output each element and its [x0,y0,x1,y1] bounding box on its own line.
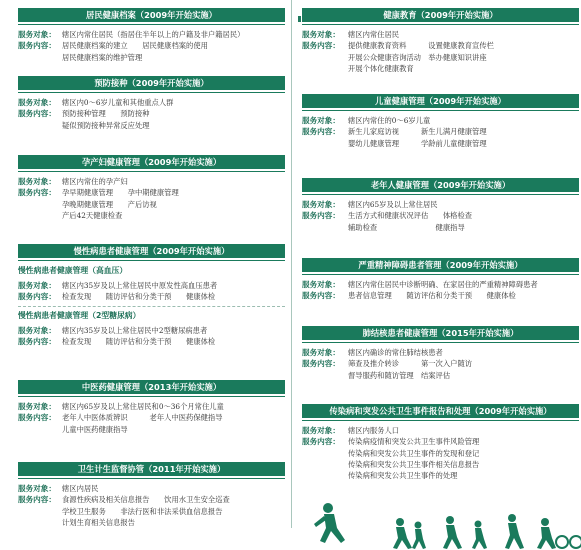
value-line: 预防接种管理 预防接种 [62,109,150,119]
service-section [0,76,288,131]
service-section [0,244,288,347]
info-row [0,97,288,108]
value-line: 检查发现 随访评估和分类干预 健康体检 [62,292,216,302]
info-row [0,29,288,40]
row-label: 服务内容： [302,127,340,137]
value-line: 辖区内确诊的常住肺结核患者 [348,348,443,357]
info-row [296,347,581,358]
section-body [296,425,581,481]
row-label: 服务对象： [302,426,340,435]
info-row [0,40,288,63]
section-body [296,29,581,74]
row-value [62,336,288,347]
section-body [0,97,288,131]
row-value [348,436,581,481]
value-line: 辖区内常住的孕产妇 [62,177,128,186]
row-value [348,210,581,233]
row-value [348,126,581,149]
info-row [0,401,288,412]
value-line: 传染病和突发公共卫生事件的发现和登记 [348,448,480,458]
row-label: 服务内容： [18,188,56,198]
section-title: 预防接种（2009年开始实施） [18,76,285,90]
info-row [0,176,288,187]
value-line: 开展个体化健康教育 [348,63,414,73]
service-section [296,404,581,481]
row-label: 服务内容： [302,359,340,369]
value-line: 产后42天健康检查 [62,210,123,220]
section-title: 健康教育（2009年开始实施） [302,8,579,22]
value-line: 辖区内常住居民中诊断明确、在家居住的严重精神障碍患者 [348,280,538,289]
row-label: 服务内容： [302,291,340,301]
section-body [0,401,288,435]
value-line: 生活方式和健康状况评估 体格检查 [348,211,473,221]
row-label: 服务对象： [302,280,340,289]
row-label: 服务对象： [18,402,56,411]
row-value [62,412,288,435]
row-label: 服务对象： [302,30,340,39]
info-row [296,40,581,74]
row-label: 服务对象： [18,177,56,186]
section-title: 传染病和突发公共卫生事件报告和处理（2009年开始实施） [302,404,579,418]
value-line: 开展公众健康咨询活动 举办健康知识讲座 [348,52,487,62]
row-value [348,347,581,358]
value-line: 辅助检查 健康指导 [348,222,465,232]
row-value [348,115,581,126]
row-label: 服务内容： [18,41,56,51]
info-row [296,290,581,301]
section-body [296,279,581,302]
value-line: 孕晚期健康管理 产后访视 [62,199,157,209]
row-value [62,401,288,412]
row-label: 服务内容： [18,336,56,346]
value-line: 辖区内常住居民（指居住半年以上的户籍及非户籍居民） [62,30,245,39]
section-title: 老年人健康管理（2009年开始实施） [302,178,579,192]
value-line: 孕早期健康管理 孕中期健康管理 [62,188,179,198]
service-section [296,178,581,233]
info-row [296,358,581,381]
info-row [296,29,581,40]
row-value [348,40,581,74]
value-line: 疑似预防接种异常反应处理 [62,120,150,130]
value-line: 辖区内65岁及以上常住居民 [348,200,438,209]
subsection-title: 慢性病患者健康管理（高血压） [18,266,128,275]
section-body [0,483,288,528]
value-line: 辖区内常住居民 [348,30,400,39]
value-line: 传染病和突发公共卫生事件的处理 [348,471,458,481]
info-row [296,210,581,233]
info-row [296,199,581,210]
value-line: 辖区内35岁及以上常住居民中2型糖尿病患者 [62,325,208,335]
row-value [62,40,288,63]
row-label: 服务对象： [302,348,340,357]
row-value [348,358,581,381]
value-line: 学校卫生服务 非法行医和非法采供血信息报告 [62,506,223,516]
row-label: 服务对象： [18,325,56,335]
section-body [296,115,581,149]
value-line: 筛查及推介转诊 第一次入户随访 [348,359,473,369]
value-line: 婴幼儿健康管理 学龄前儿童健康管理 [348,138,487,148]
info-row [0,412,288,435]
value-line: 居民健康档案的维护管理 [62,52,143,62]
info-row [0,291,288,302]
value-line: 新生儿家庭访视 新生儿满月健康管理 [348,127,487,137]
row-label: 服务内容： [302,211,340,221]
row-value [348,279,581,290]
row-label: 服务对象： [18,30,56,39]
service-section [296,8,581,74]
info-row [296,425,581,436]
row-label: 服务内容： [18,292,56,302]
dashed-divider [18,306,285,307]
info-row [0,483,288,494]
info-row [0,336,288,347]
row-value [62,97,288,108]
section-body [296,199,581,233]
value-line: 辖区内服务人口 [348,426,400,435]
section-title: 孕产妇健康管理（2009年开始实施） [18,155,285,169]
value-line: 食源性疾病及相关信息报告 饮用水卫生安全巡查 [62,495,230,505]
section-title: 儿童健康管理（2009年开始实施） [302,94,579,108]
value-line: 督导服药和随访管理 结案评估 [348,370,451,380]
row-value [348,199,581,210]
info-row [0,280,288,291]
value-line: 辖区内0～6岁儿童和其他重点人群 [62,98,174,107]
service-section [0,462,288,528]
subsection-title: 慢性病患者健康管理（2型糖尿病） [18,310,141,320]
service-section [296,326,581,381]
section-title: 卫生计生监督协管（2011年开始实施） [18,462,285,476]
section-title: 居民健康档案（2009年开始实施） [18,8,285,22]
row-value [62,187,288,221]
section-body [0,176,288,221]
service-section [296,258,581,302]
info-row [296,436,581,481]
row-value [348,290,581,301]
section-body [0,265,288,347]
value-line: 老年人中医体质辨识 老年人中医药保健指导 [62,413,223,423]
service-section [0,155,288,221]
value-line: 辖区内常住的0～6岁儿童 [348,116,431,125]
value-line: 居民健康档案的建立 居民健康档案的使用 [62,41,208,51]
row-value [62,29,288,40]
section-title: 慢性病患者健康管理（2009年开始实施） [18,244,285,258]
row-value [62,108,288,131]
value-line: 检查发现 随访评估和分类干预 健康体检 [62,336,216,346]
value-line: 辖区内65岁及以上常住居民和0～36个月常住儿童 [62,402,224,411]
value-line: 辖区内35岁及以上常住居民中原发性高血压患者 [62,281,218,290]
row-value [62,483,288,494]
service-section [0,380,288,435]
value-line: 提供健康教育资料 设置健康教育宣传栏 [348,41,494,51]
value-line: 传染病疫情和突发公共卫生事件风险管理 [348,437,480,447]
row-label: 服务内容： [18,109,56,119]
info-row [0,187,288,221]
row-label: 服务对象： [18,281,56,290]
value-line: 辖区内居民 [62,484,99,493]
info-row [296,126,581,149]
value-line: 计划生育相关信息报告 [62,517,135,527]
row-label: 服务内容： [302,437,340,447]
row-label: 服务对象： [18,98,56,107]
value-line: 儿童中医药健康指导 [62,424,128,434]
value-line: 患者信息管理 随访评估和分类干预 健康体检 [348,291,516,301]
row-label: 服务对象： [302,200,340,209]
row-value [348,29,581,40]
value-line: 传染病和突发公共卫生事件相关信息报告 [348,459,480,469]
row-value [62,325,288,336]
people-illustration [300,498,581,550]
service-section [296,94,581,149]
info-row [0,494,288,528]
row-value [62,291,288,302]
row-label: 服务内容： [18,413,56,423]
info-row [296,115,581,126]
row-value [348,425,581,436]
row-label: 服务内容： [18,495,56,505]
row-value [62,494,288,528]
info-row [0,325,288,336]
service-section [0,8,288,63]
row-label: 服务对象： [18,484,56,493]
section-title: 中医药健康管理（2013年开始实施） [18,380,285,394]
row-value [62,280,288,291]
info-row [0,108,288,131]
column-divider [291,0,292,528]
row-label: 服务内容： [302,41,340,51]
info-row [296,279,581,290]
row-value [62,176,288,187]
section-body [296,347,581,381]
section-title: 严重精神障碍患者管理（2009年开始实施） [302,258,579,272]
section-body [0,29,288,63]
row-label: 服务对象： [302,116,340,125]
section-title: 肺结核患者健康管理（2015年开始实施） [302,326,579,340]
